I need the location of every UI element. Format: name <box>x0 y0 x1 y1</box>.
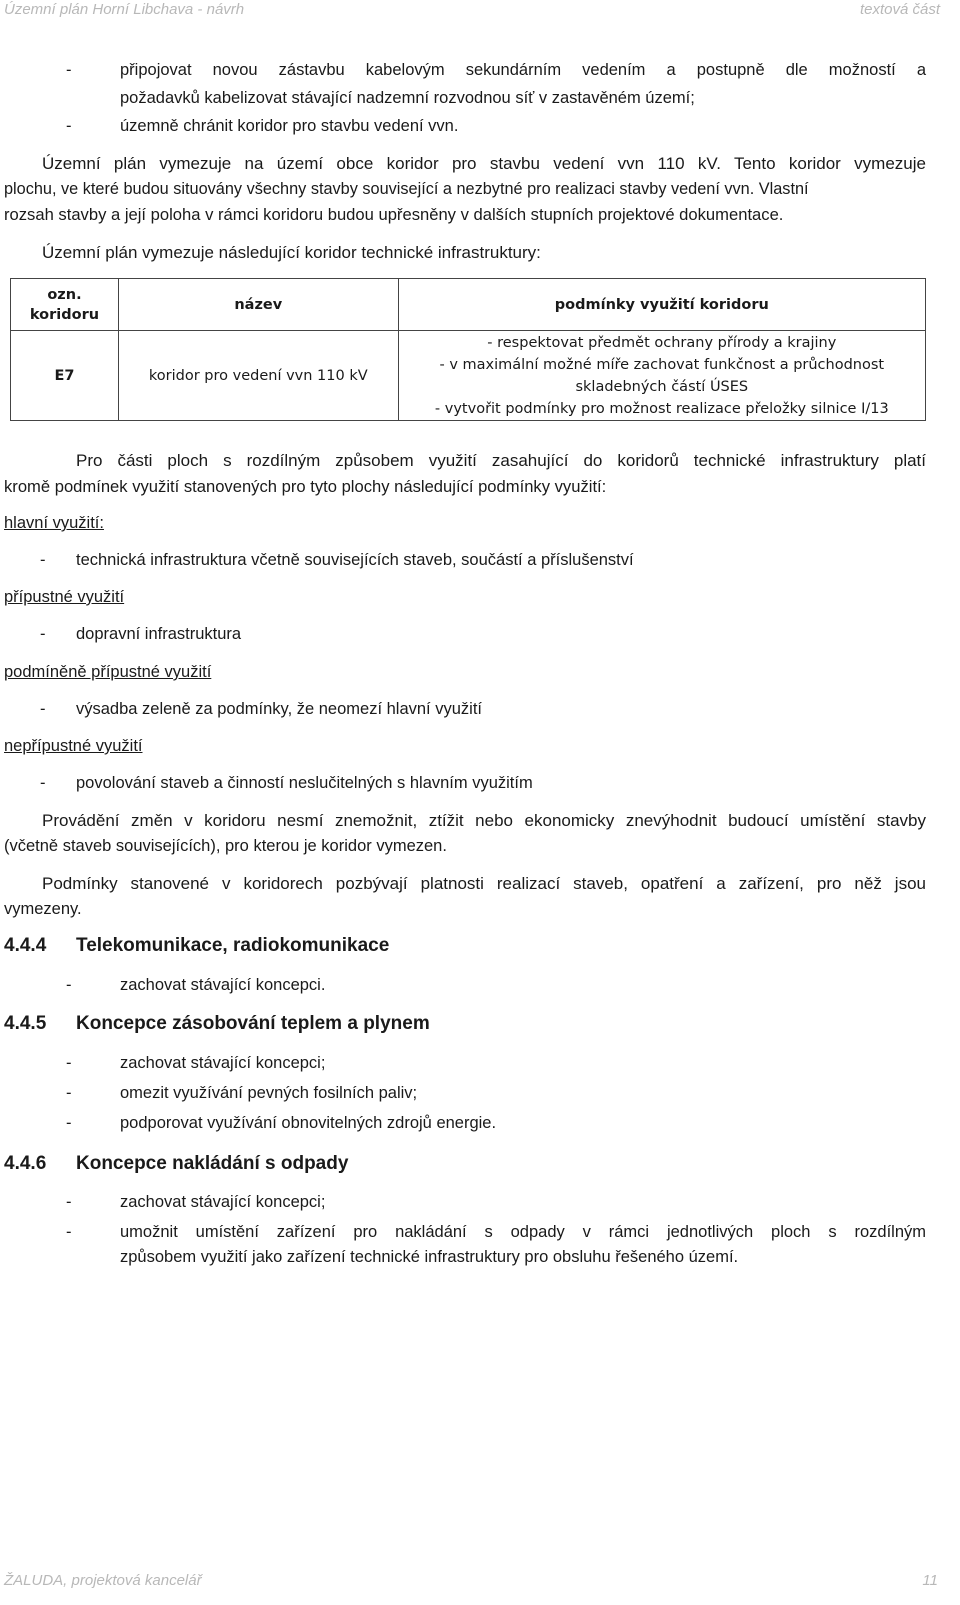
list-item: umožnit umístění zařízení pro nakládání s odpady v rámci jednotlivých ploch s rozdílným <box>120 1223 926 1241</box>
cell-podminky <box>398 331 925 421</box>
header-label-line: koridoru <box>29 306 100 323</box>
list-item: omezit využívání pevných fosilních paliv; <box>120 1084 418 1102</box>
condition-line: - vytvořit podmínky pro možnost realizace přeložky silnice I/13 <box>434 400 889 417</box>
list-item-text: připojovat novou zástavbu kabelovým sekundárním vedením a postupně dle možností a <box>120 61 926 79</box>
column-header-podminky: podmínky využití koridoru <box>398 279 925 331</box>
cell-ozn: E7 <box>11 331 119 421</box>
table-header-row <box>11 279 926 331</box>
list-dash: - <box>40 700 46 718</box>
use-item: výsadba zeleně za podmínky, že neomezí hlavní využití <box>76 700 482 718</box>
list-dash: - <box>66 61 72 79</box>
condition-line: skladebných částí ÚSES <box>575 378 749 395</box>
paragraph-line: plochu, ve které budou situovány všechny stavby související a nezbytné pro realizaci stavby vedení vvn. Vlastní <box>4 180 809 198</box>
condition-line: - respektovat předmět ochrany přírody a krajiny <box>487 334 837 351</box>
section-number: 4.4.4 <box>4 935 47 956</box>
section-title: Telekomunikace, radiokomunikace <box>76 935 390 956</box>
paragraph-line: Podmínky stanovené v koridorech pozbývají platnosti realizací staveb, opatření a zařízení, pro něž jsou <box>42 874 926 893</box>
list-dash: - <box>40 551 46 569</box>
paragraph-line: rozsah stavby a její poloha v rámci koridoru budou upřesněny v dalších stupních projektové dokumentace. <box>4 205 784 224</box>
footer-page-number: 11 <box>922 1572 938 1589</box>
column-header-nazev: název <box>118 279 398 331</box>
table-intro: Územní plán vymezuje následující koridor technické infrastruktury: <box>42 243 541 262</box>
use-item: technická infrastruktura včetně souvisejících staveb, součástí a příslušenství <box>76 551 634 569</box>
use-heading: přípustné využití <box>4 588 125 606</box>
list-item-text-continued: požadavků kabelizovat stávající nadzemní rozvodnou síť v zastavěném území; <box>120 89 695 107</box>
paragraph-line: Pro části ploch s rozdílným způsobem využití zasahující do koridorů technické infrastruktury platí <box>76 451 926 470</box>
list-dash: - <box>66 1114 72 1132</box>
list-item: zachovat stávající koncepci; <box>120 1193 326 1211</box>
list-item-text: územně chránit koridor pro stavbu vedení vvn. <box>120 117 459 135</box>
list-dash: - <box>40 625 46 643</box>
use-heading: podmíněně přípustné využití <box>4 663 212 681</box>
section-title: Koncepce zásobování teplem a plynem <box>76 1013 430 1034</box>
list-item: podporovat využívání obnovitelných zdrojů energie. <box>120 1114 497 1132</box>
list-item: zachovat stávající koncepci. <box>120 976 326 994</box>
section-title: Koncepce nakládání s odpady <box>76 1153 349 1174</box>
use-item: dopravní infrastruktura <box>76 625 242 643</box>
footer-company: ŽALUDA, projektová kancelář <box>4 1572 202 1589</box>
section-number: 4.4.6 <box>4 1153 47 1174</box>
list-dash: - <box>66 117 72 135</box>
paragraph-line: (včetně staveb souvisejících), pro kterou je koridor vymezen. <box>4 837 447 855</box>
list-dash: - <box>66 1193 72 1211</box>
condition-line: - v maximální možné míře zachovat funkčnost a průchodnost <box>439 356 885 373</box>
list-dash: - <box>66 976 72 994</box>
corridor-table <box>10 278 926 421</box>
use-heading: nepřípustné využití <box>4 737 143 755</box>
section-number: 4.4.5 <box>4 1013 47 1034</box>
list-dash: - <box>40 774 46 792</box>
use-item: povolování staveb a činností neslučitelných s hlavním využitím <box>76 774 533 792</box>
use-heading: hlavní využití: <box>4 514 104 532</box>
list-item: zachovat stávající koncepci; <box>120 1054 326 1072</box>
paragraph-line: Územní plán vymezuje na území obce koridor pro stavbu vedení vvn 110 kV. Tento koridor vymezuje <box>42 154 926 173</box>
page-footer <box>0 1572 960 1594</box>
header-section-label: textová část <box>859 1 940 18</box>
list-dash: - <box>66 1084 72 1102</box>
paragraph-line: Provádění změn v koridoru nesmí znemožnit, ztížit nebo ekonomicky znevýhodnit budoucí umístění stavby <box>42 811 926 830</box>
list-dash: - <box>66 1223 72 1241</box>
paragraph-line: kromě podmínek využití stanovených pro tyto plochy následující podmínky využití: <box>4 477 607 496</box>
header-label-line: ozn. <box>47 286 82 303</box>
list-dash: - <box>66 1054 72 1072</box>
table-row <box>11 331 926 421</box>
column-header-ozn <box>11 279 119 331</box>
cell-nazev: koridor pro vedení vvn 110 kV <box>118 331 398 421</box>
list-item-continued: způsobem využití jako zařízení technické infrastruktury pro obsluhu řešeného území. <box>120 1248 739 1266</box>
page-header <box>0 0 960 22</box>
paragraph-line: vymezeny. <box>4 900 82 918</box>
header-document-title: Územní plán Horní Libchava - návrh <box>4 1 245 18</box>
